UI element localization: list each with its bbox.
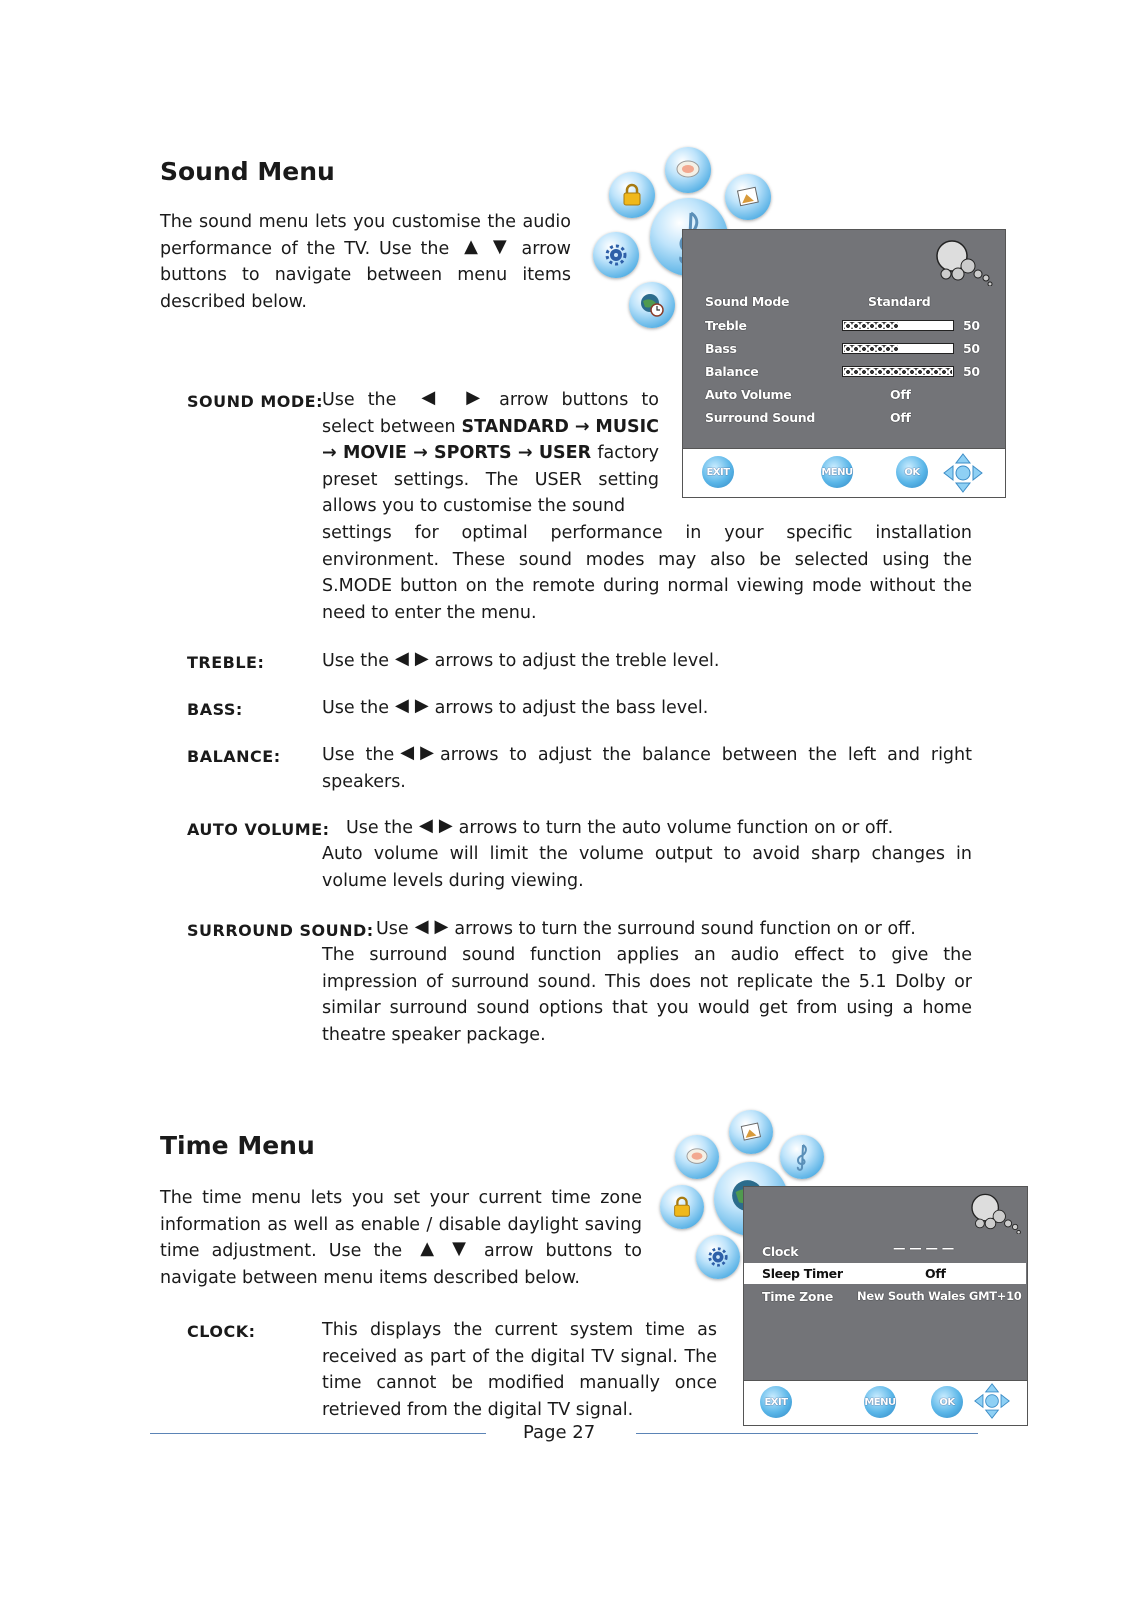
balance-desc: Use the ◀ ▶ arrows to adjust the balance between the left and right speakers.: [322, 742, 972, 792]
up-arrow-icon: ▲: [420, 1238, 435, 1260]
picture-icon: [729, 1110, 773, 1154]
balance-label: BALANCE:: [187, 747, 281, 766]
chat-bubble-icon: [675, 1135, 719, 1179]
ok-button[interactable]: OK: [896, 456, 928, 488]
menu-button[interactable]: MENU: [821, 456, 853, 488]
globe-clock-icon: [629, 282, 675, 328]
tv-row-name: Clock: [762, 1244, 799, 1259]
tv-row-name: Auto Volume: [705, 387, 792, 402]
clock-desc: This displays the current system time as received as part of the digital TV signal. The time cannot be modified manually once retrieved from the digital TV signal.: [322, 1320, 717, 1420]
auto-volume-desc-continued: Auto volume will limit the volume output to avoid sharp changes in volume levels during viewing.: [322, 844, 972, 891]
footer-rule-right: [636, 1433, 978, 1434]
tv-row-value: 50: [963, 318, 980, 333]
auto-volume-label: AUTO VOLUME:: [187, 820, 330, 839]
sound-mode-desc-continued: settings for optimal performance in your specific installation environment. These sound modes may also be selected using the S.MODE button on the remote during normal viewing mode without the need to enter the menu.: [322, 523, 972, 623]
tv-row-value: — — — —: [893, 1240, 954, 1255]
sound-menu-title: Sound Menu: [160, 157, 335, 186]
tv-row-value: Off: [925, 1266, 946, 1281]
sound-mode-desc: Use the ◀ ▶ arrow buttons to select between STANDARD → MUSIC → MOVIE → SPORTS → USER factory preset settings. The USER setting allows you to customise the sound: [322, 387, 659, 517]
chat-bubble-icon: [665, 147, 711, 193]
tv-row-value: 50: [963, 364, 980, 379]
tv-row-value: 50: [963, 341, 980, 356]
tv-row-value: Off: [890, 410, 911, 425]
right-arrow-icon: ▶: [434, 916, 449, 937]
treble-level-bar: [842, 320, 954, 331]
time-menu-title: Time Menu: [160, 1131, 315, 1160]
left-arrow-icon: ◀: [421, 387, 436, 408]
left-arrow-icon: ◀: [394, 648, 409, 669]
down-arrow-icon: ▼: [492, 235, 507, 257]
down-arrow-icon: ▼: [452, 1238, 466, 1260]
clock-label: CLOCK:: [187, 1322, 256, 1341]
sound-mode-label: SOUND MODE:: [187, 392, 323, 411]
right-arrow-icon: ▶: [420, 742, 434, 763]
exit-button[interactable]: EXIT: [702, 456, 734, 488]
auto-volume-desc: Use the ◀ ▶ arrows to turn the auto volume function on or off.: [346, 815, 894, 838]
surround-sound-desc: Use ◀ ▶ arrows to turn the surround sound function on or off.: [376, 916, 916, 939]
tv-row-name: Balance: [705, 364, 759, 379]
treble-label: TREBLE:: [187, 653, 265, 672]
tv-row-value: Standard: [868, 294, 931, 309]
page-number-text: Page 27: [523, 1422, 596, 1443]
tv-row-name: Bass: [705, 341, 737, 356]
left-arrow-icon: ◀: [414, 916, 429, 937]
tv-row-value: New South Wales GMT+10: [857, 1289, 1022, 1303]
exit-button[interactable]: EXIT: [760, 1386, 792, 1418]
bass-desc: Use the ◀ ▶ arrows to adjust the bass level.: [322, 695, 709, 718]
tv-row-name: Surround Sound: [705, 410, 816, 425]
gear-icon: [593, 232, 639, 278]
balance-level-bar: [842, 366, 954, 377]
tv-row-name: Sound Mode: [705, 294, 790, 309]
lock-icon: [660, 1185, 704, 1229]
right-arrow-icon: ▶: [466, 387, 481, 408]
lock-icon: [609, 172, 655, 218]
tv-row-name: Time Zone: [762, 1289, 833, 1304]
bass-label: BASS:: [187, 700, 243, 719]
ok-button[interactable]: OK: [931, 1386, 963, 1418]
tv-row-value: Off: [890, 387, 911, 402]
tv-row-name: Treble: [705, 318, 747, 333]
right-arrow-icon: ▶: [438, 815, 453, 836]
up-arrow-icon: ▲: [464, 235, 478, 257]
picture-icon: [725, 174, 771, 220]
time-menu-intro: The time menu lets you set your current time zone information as well as enable / disable daylight saving time adjustment. Use the ▲ ▼ arrow buttons to navigate between menu items described below.: [160, 1188, 642, 1288]
directional-pad-icon[interactable]: [973, 1382, 1011, 1424]
bubbles-icon: [963, 1190, 1025, 1238]
gear-icon: [696, 1235, 740, 1279]
left-arrow-icon: ◀: [394, 695, 409, 716]
bass-level-bar: [842, 343, 954, 354]
menu-button[interactable]: MENU: [864, 1386, 896, 1418]
left-arrow-icon: ◀: [418, 815, 433, 836]
surround-sound-desc-continued: The surround sound function applies an audio effect to give the impression of surround sound. This does not replicate the 5.1 Dolby or similar surround sound options that you would get from using a home theatre speaker package.: [322, 945, 972, 1045]
right-arrow-icon: ▶: [414, 648, 429, 669]
left-arrow-icon: ◀: [400, 742, 415, 763]
directional-pad-icon[interactable]: [942, 452, 984, 498]
right-arrow-icon: ▶: [414, 695, 429, 716]
footer-rule-left: [150, 1433, 486, 1434]
tv-row-name: Sleep Timer: [762, 1266, 843, 1281]
bubbles-icon: [928, 236, 996, 290]
music-note-icon: [780, 1135, 824, 1179]
surround-sound-label: SURROUND SOUND:: [187, 921, 374, 940]
sound-menu-intro: The sound menu lets you customise the audio performance of the TV. Use the ▲ ▼ arrow buttons to navigate between menu items described below.: [160, 212, 571, 312]
treble-desc: Use the ◀ ▶ arrows to adjust the treble level.: [322, 648, 720, 671]
